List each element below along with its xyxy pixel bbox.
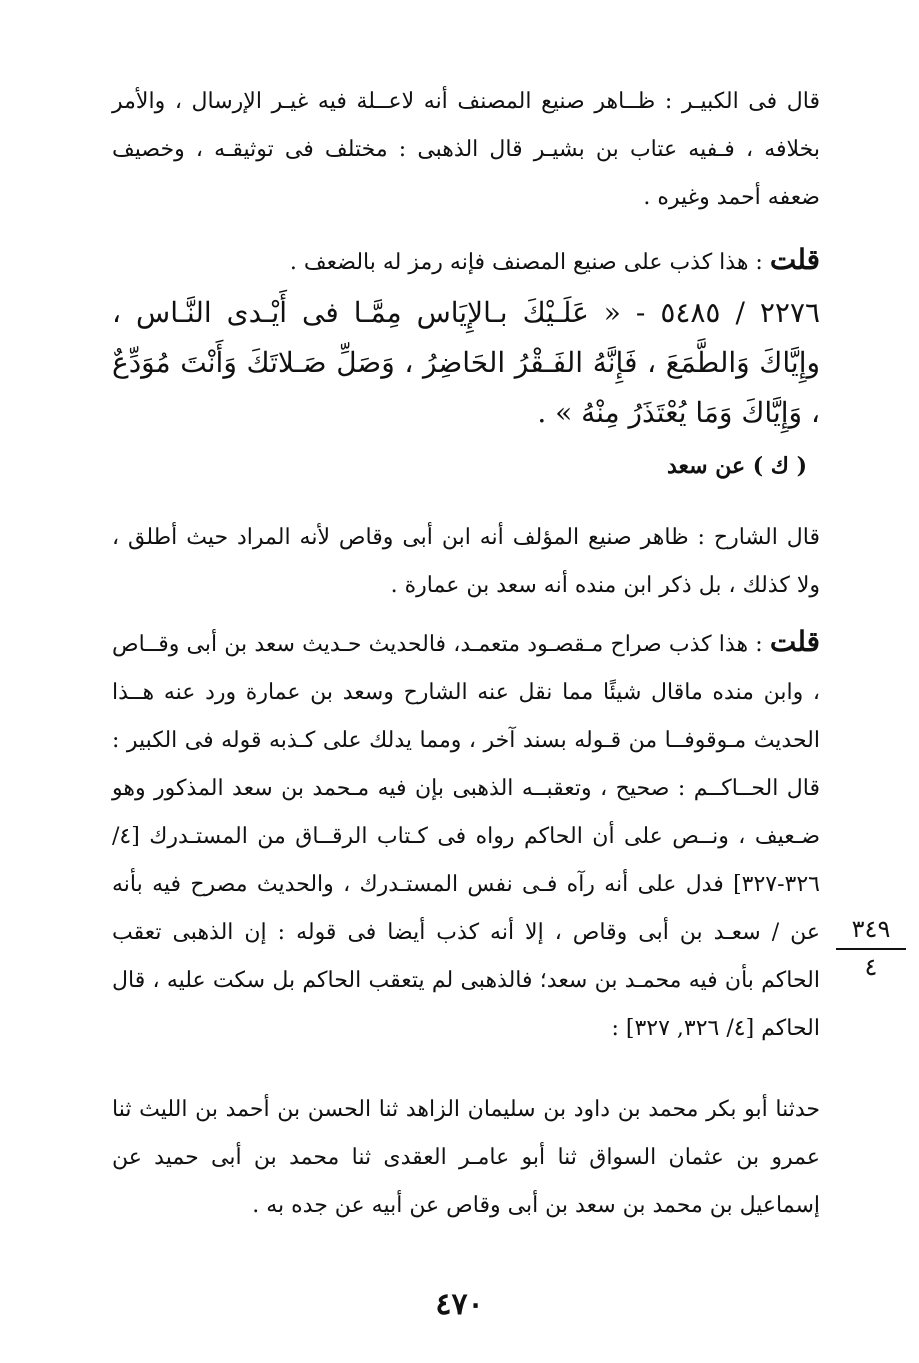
- paragraph-kabir-comment: قال فى الكبيـر : ظــاهر صنيع المصنف أنه لاعــلة فيه غيـر الإرسال ، والأمر بخلافه ، فـفيه عتاب بن بشيـر قال الذهبى : مختلف فى توثيقـه ، وخصيف ضعفه أحمد وغيره .: [112, 89, 820, 210]
- margin-volume-note: [836, 912, 906, 984]
- qult-label: قلت: [769, 243, 820, 276]
- paragraph-qult-2: [112, 618, 820, 1053]
- paragraph-qult-1: [112, 236, 820, 287]
- paragraph-isnad: حدثنا أبو بكر محمد بن داود بن سليمان الزاهد ثنا الحسن بن أحمد بن الليث ثنا عمرو بن عثمان السواق ثنا أبو عامـر العقدى ثنا محمد بن أبى حميد عن إسماعيل بن محمد بن سعد بن أبى وقاص عن أبيه عن جده به .: [112, 1097, 820, 1218]
- qult-text: : هذا كذب على صنيع المصنف فإنه رمز له بالضعف .: [289, 250, 770, 275]
- margin-volume-number: ٤: [864, 953, 878, 981]
- paragraph-sharih-comment: قال الشارح : ظاهر صنيع المؤلف أنه ابن أبى وقاص لأنه المراد حيث أطلق ، ولا كذلك ، بل ذكر ابن منده أنه سعد بن عمارة .: [112, 525, 820, 598]
- hadith-source: ( ك ) عن سعد: [666, 453, 807, 479]
- qult-text-2: : هذا كذب صراح مـقصـود متعمـد، فالحديث حـديث سعد بن أبى وقــاص ، وابن منده ماقال شيئًا مما نقل عنه الشارح وسعد بن عمارة ورد عنه هــذا الحديث مـوقوفــا من قـوله بسند آخر ، ومما يدلك على كـذبه قوله فى الكبير : قال الحــاكــم : صحيح ، وتعقبــه الذهبى بإن فيه مـحمد بن سعد المذكور وهو ضـعيف ، ونــص على أن الحاكم رواه فى كـتاب الرقــاق من المستـدرك [٤/ ٣٢٦-٣٢٧] فدل على أنه رآه فـى نفس المستـدرك ، والحديث مصرح فيه بأنه عن / سعـد بن أبى وقاص ، إلا أنه كذب أيضا فى قوله : إن الذهبى تعقب الحاكم بأن فيه محمـد بن سعد؛ فالذهبى لم يتعقب الحاكم بل سكت عليه ، قال الحاكم [٤/ ٣٢٦, ٣٢٧] :: [112, 632, 820, 1041]
- qult-label-2: قلت: [769, 625, 820, 658]
- hadith-text: ٢٢٧٦ / ٥٤٨٥ - « عَلَـيْكَ بـالإِيَاس مِمَّـا فى أَيْـدى النَّـاس ، وإِيَّاكَ وَالطَّمَعَ ، فَإِنَّهُ الفَـقْرُ الحَاضِرُ ، وَصَلِّ صَـلاتَكَ وَأَنْتَ مُوَدِّعٌ ، وَإِيَّاكَ وَمَا يُعْتَذَرُ مِنْهُ » .: [112, 296, 821, 429]
- page-number: ٤٧٠: [435, 1287, 484, 1322]
- margin-page-number: ٣٤٩: [836, 912, 906, 950]
